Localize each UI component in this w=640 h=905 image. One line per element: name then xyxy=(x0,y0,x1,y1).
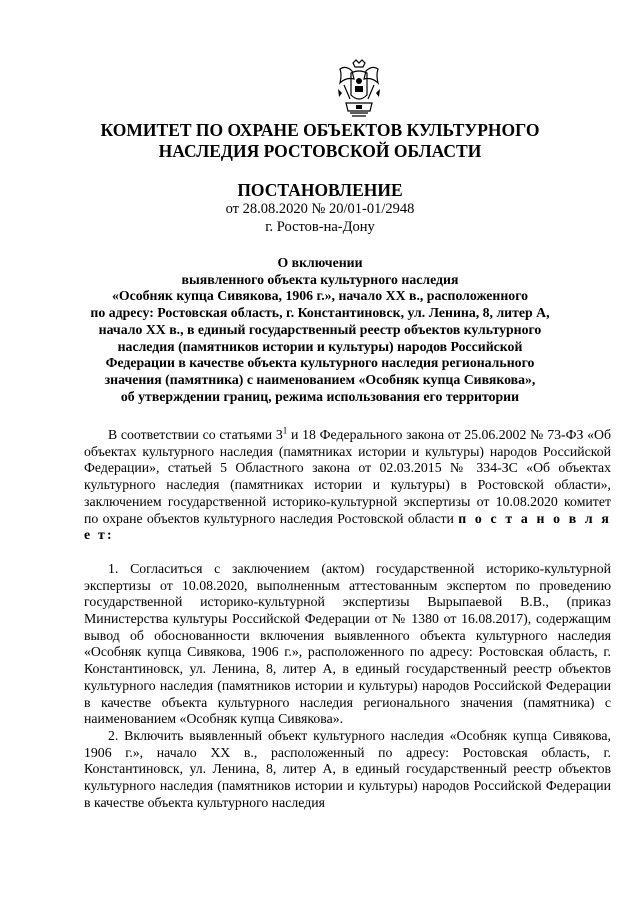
coat-of-arms-icon xyxy=(336,59,382,119)
subject-line: Федерации в качестве объекта культурного наследия регионального xyxy=(105,355,535,371)
place: г. Ростов-на-Дону xyxy=(265,219,375,235)
preamble-text: и 18 Федерального закона от 25.06.2002 № 73-ФЗ «Об объектах культурного наследия (памятниках истории и культуры) народов Российской Федерации», статьей 5 Областного закона от 02.03.2015 № 334-ЗС «Об объектах культурного наследия (памятниках истории и культуры) в Ростовской области», заключением государственной историко-культурной экспертизы от 10.08.2020 комитет по охране объектов культурного наследия Ростовской области xyxy=(84,427,611,526)
subject-line: значения (памятника) с наименованием «Особняк купца Сивякова», xyxy=(104,371,536,387)
resolves-phrase: п о с т а н о в л я е т: xyxy=(84,510,611,543)
subject-line: О включении xyxy=(277,255,363,270)
subject-line: начало XX в., в единый государственный реестр объектов культурного xyxy=(98,321,542,337)
item-2-paragraph: 2. Включить выявленный объект культурного наследия «Особняк купца Сивякова, 1906 г.», начало XX в., расположенный по адресу: Ростовская область, г. Константиновск, ул. Ленина, 8, литер А, в единый государственный реестр объектов культурного наследия (памятников истории и культуры) народов Российской Федерации в качестве объекта культурного наследия xyxy=(84,727,611,810)
article-superscript: 1 xyxy=(282,425,288,436)
preamble-text: В соответствии со статьями 3 xyxy=(108,427,283,442)
agency-name-line: КОМИТЕТ ПО ОХРАНЕ ОБЪЕКТОВ КУЛЬТУРНОГО xyxy=(100,120,540,140)
agency-name xyxy=(0,120,640,162)
document-subject xyxy=(0,255,640,405)
item-1-paragraph: 1. Согласиться с заключением (актом) государственной историко-культурной экспертизы от 10.08.2020, выполненным аттестованным экспертом по проведению государственной историко-культурной экспертизы Вырыпаевой В.В., (приказ Министерства культуры Российской Федерации от № 1380 от 16.08.2017), содержащим вывод об обоснованности включения выявленного объекта культурного наследия «Особняк купца Сивякова, 1906 г.», расположенного по адресу: Ростовская область, г. Константиновск, ул. Ленина, 8, литер А, в единый государственный реестр объектов культурного наследия (памятников истории и культуры) народов Российской Федерации в качестве объекта культурного наследия регионального значения (памятника) с наименованием «Особняк купца Сивякова». xyxy=(84,560,611,727)
agency-name-line: НАСЛЕДИЯ РОСТОВСКОЙ ОБЛАСТИ xyxy=(158,141,482,161)
subject-line: выявленного объекта культурного наследия xyxy=(181,271,459,287)
subject-line: по адресу: Ростовская область, г. Константиновск, ул. Ленина, 8, литер А, xyxy=(90,305,550,321)
subject-line: наследия (памятников истории и культуры) народов Российской xyxy=(117,338,523,354)
preamble-paragraph xyxy=(84,427,611,544)
document-type: ПОСТАНОВЛЕНИЕ xyxy=(237,180,403,200)
subject-line: «Особняк купца Сивякова, 1906 г.», начало XX в., расположенного xyxy=(111,288,529,304)
document-body xyxy=(84,427,611,811)
subject-line: об утверждении границ, режима использования его территории xyxy=(120,388,520,404)
date-number: от 28.08.2020 № 20/01-01/2948 xyxy=(225,201,415,217)
